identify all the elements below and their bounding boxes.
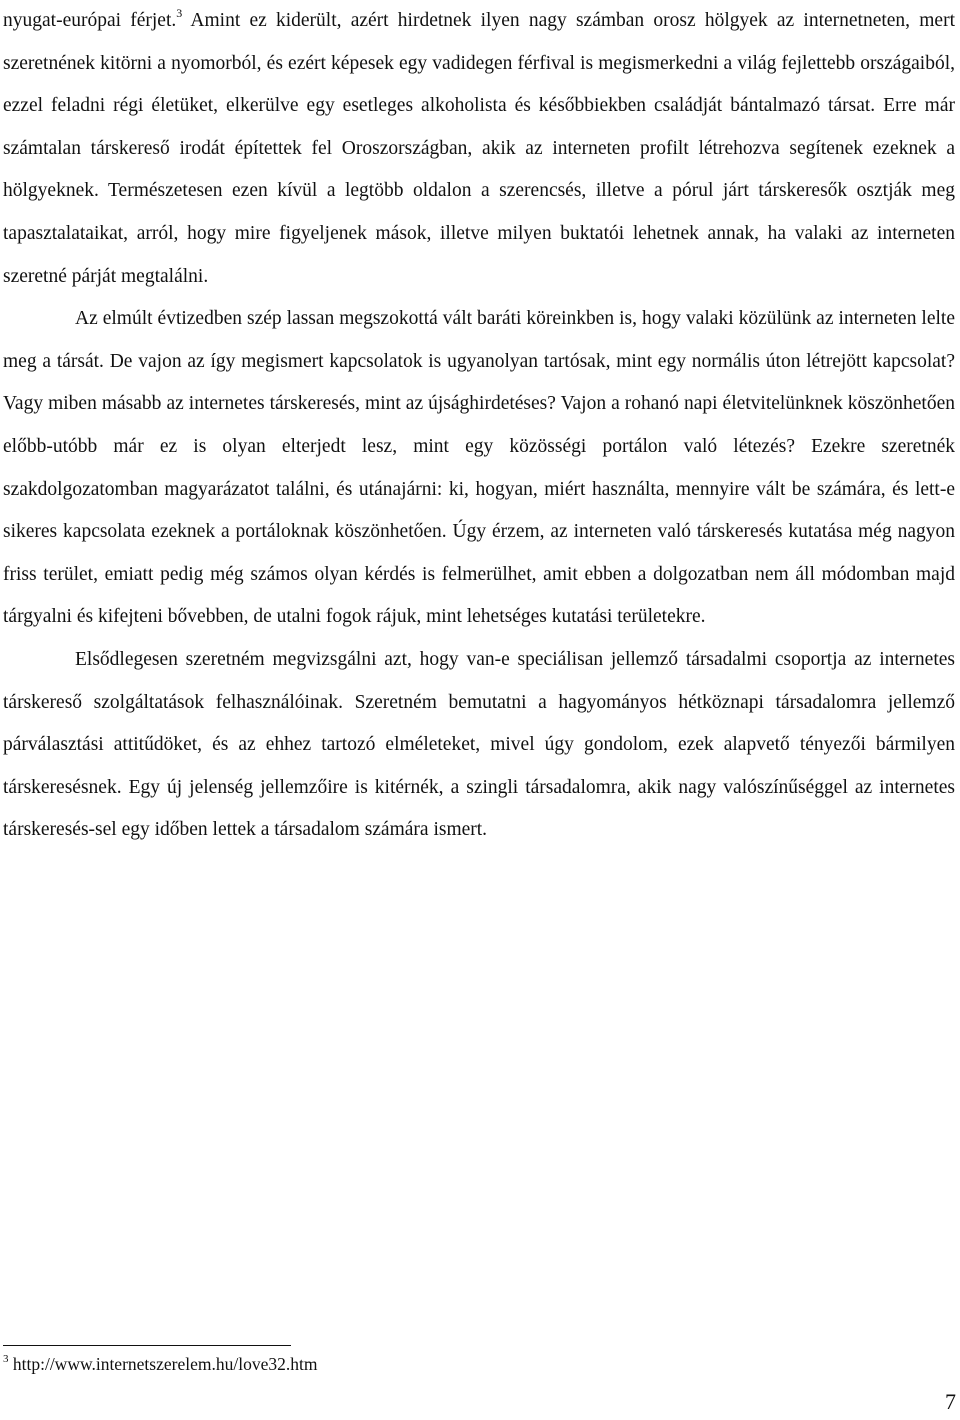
paragraph-3: Elsődlegesen szeretném megvizsgálni azt, hogy van-e speciálisan jellemző társadalmi csoportja az internetes társkereső szolgáltatások felhasználóinak. Szeretném bemutatni a hagyományos hétköznapi társadalomra jellemző párválasztási attitűdöket, és az ehhez tartozó elméleteket, mivel úgy gondolom, ezek alapvető tényezői bármilyen társkeresésnek. Egy új jelenség jellemzőire is kitérnék, a szingli társadalomra, akik nagy valószínűséggel az internetes társkeresés-sel egy időben lettek a társadalom számára ismert. [3, 648, 955, 841]
footnote-separator [3, 1345, 291, 1346]
footnote [3, 1352, 317, 1376]
page-number: 7 [945, 1389, 956, 1414]
paragraph-1 [3, 0, 955, 298]
paragraph-2: Az elmúlt évtizedben szép lassan megszokottá vált baráti köreinkben is, hogy valaki közülünk az interneten lelte meg a társát. De vajon az így megismert kapcsolatok is ugyanolyan tartósak, mint egy normális úton létrejött kapcsolat? Vagy miben másabb az internetes társkeresés, mint az újsághirdetéses? Vajon a rohanó napi életvitelünknek köszönhetően előbb-utóbb már ez is olyan elterjedt lesz, mint egy közösségi portálon való létezés? Ezekre szeretnék szakdolgozatomban magyarázatot találni, és utánajárni: ki, hogyan, miért használta, mennyire vált be számára, és lett-e sikeres kapcsolata ezeknek a portáloknak köszönhetően. Úgy érzem, az interneten való társkeresés kutatása még nagyon friss terület, emiatt pedig még számos olyan kérdés is felmerülhet, amit ebben a dolgozatban nem áll módomban majd tárgyalni és kifejteni bővebben, de utalni fogok rájuk, mint lehetséges kutatási területekre. [3, 308, 955, 628]
footnote-text: http://www.internetszerelem.hu/love32.htm [8, 1354, 318, 1374]
paragraph-1-start: nyugat-európai férjet. [3, 10, 177, 31]
paragraph-1-rest: Amint ez kiderült, azért hirdetnek ilyen nagy számban orosz hölgyek az internetneten, mert szeretnének kitörni a nyomorból, és ezért képesek egy vadidegen férfival is megismerkedni a világ fejlettebb országaiból, ezzel feladni régi életüket, elkerülve egy esetleges alkoholista és későbbiekben családját bántalmazó társat. Erre már számtalan társkereső irodát építettek fel Oroszországban, akik az interneten profilt létrehozva segítenek ezeknek a hölgyeknek. Természetesen ezen kívül a legtöbb oldalon a szerencsés, illetve a pórul járt társkeresők osztják meg tapasztalataikat, arról, hogy mire figyeljenek mások, illetve milyen buktatói lehetnek annak, ha valaki az interneten szeretné párját megtalálni. [3, 10, 956, 287]
body-text [3, 0, 955, 852]
footnote-number: 3 [3, 1353, 9, 1365]
footnote-reference[interactable]: 3 [176, 6, 183, 20]
